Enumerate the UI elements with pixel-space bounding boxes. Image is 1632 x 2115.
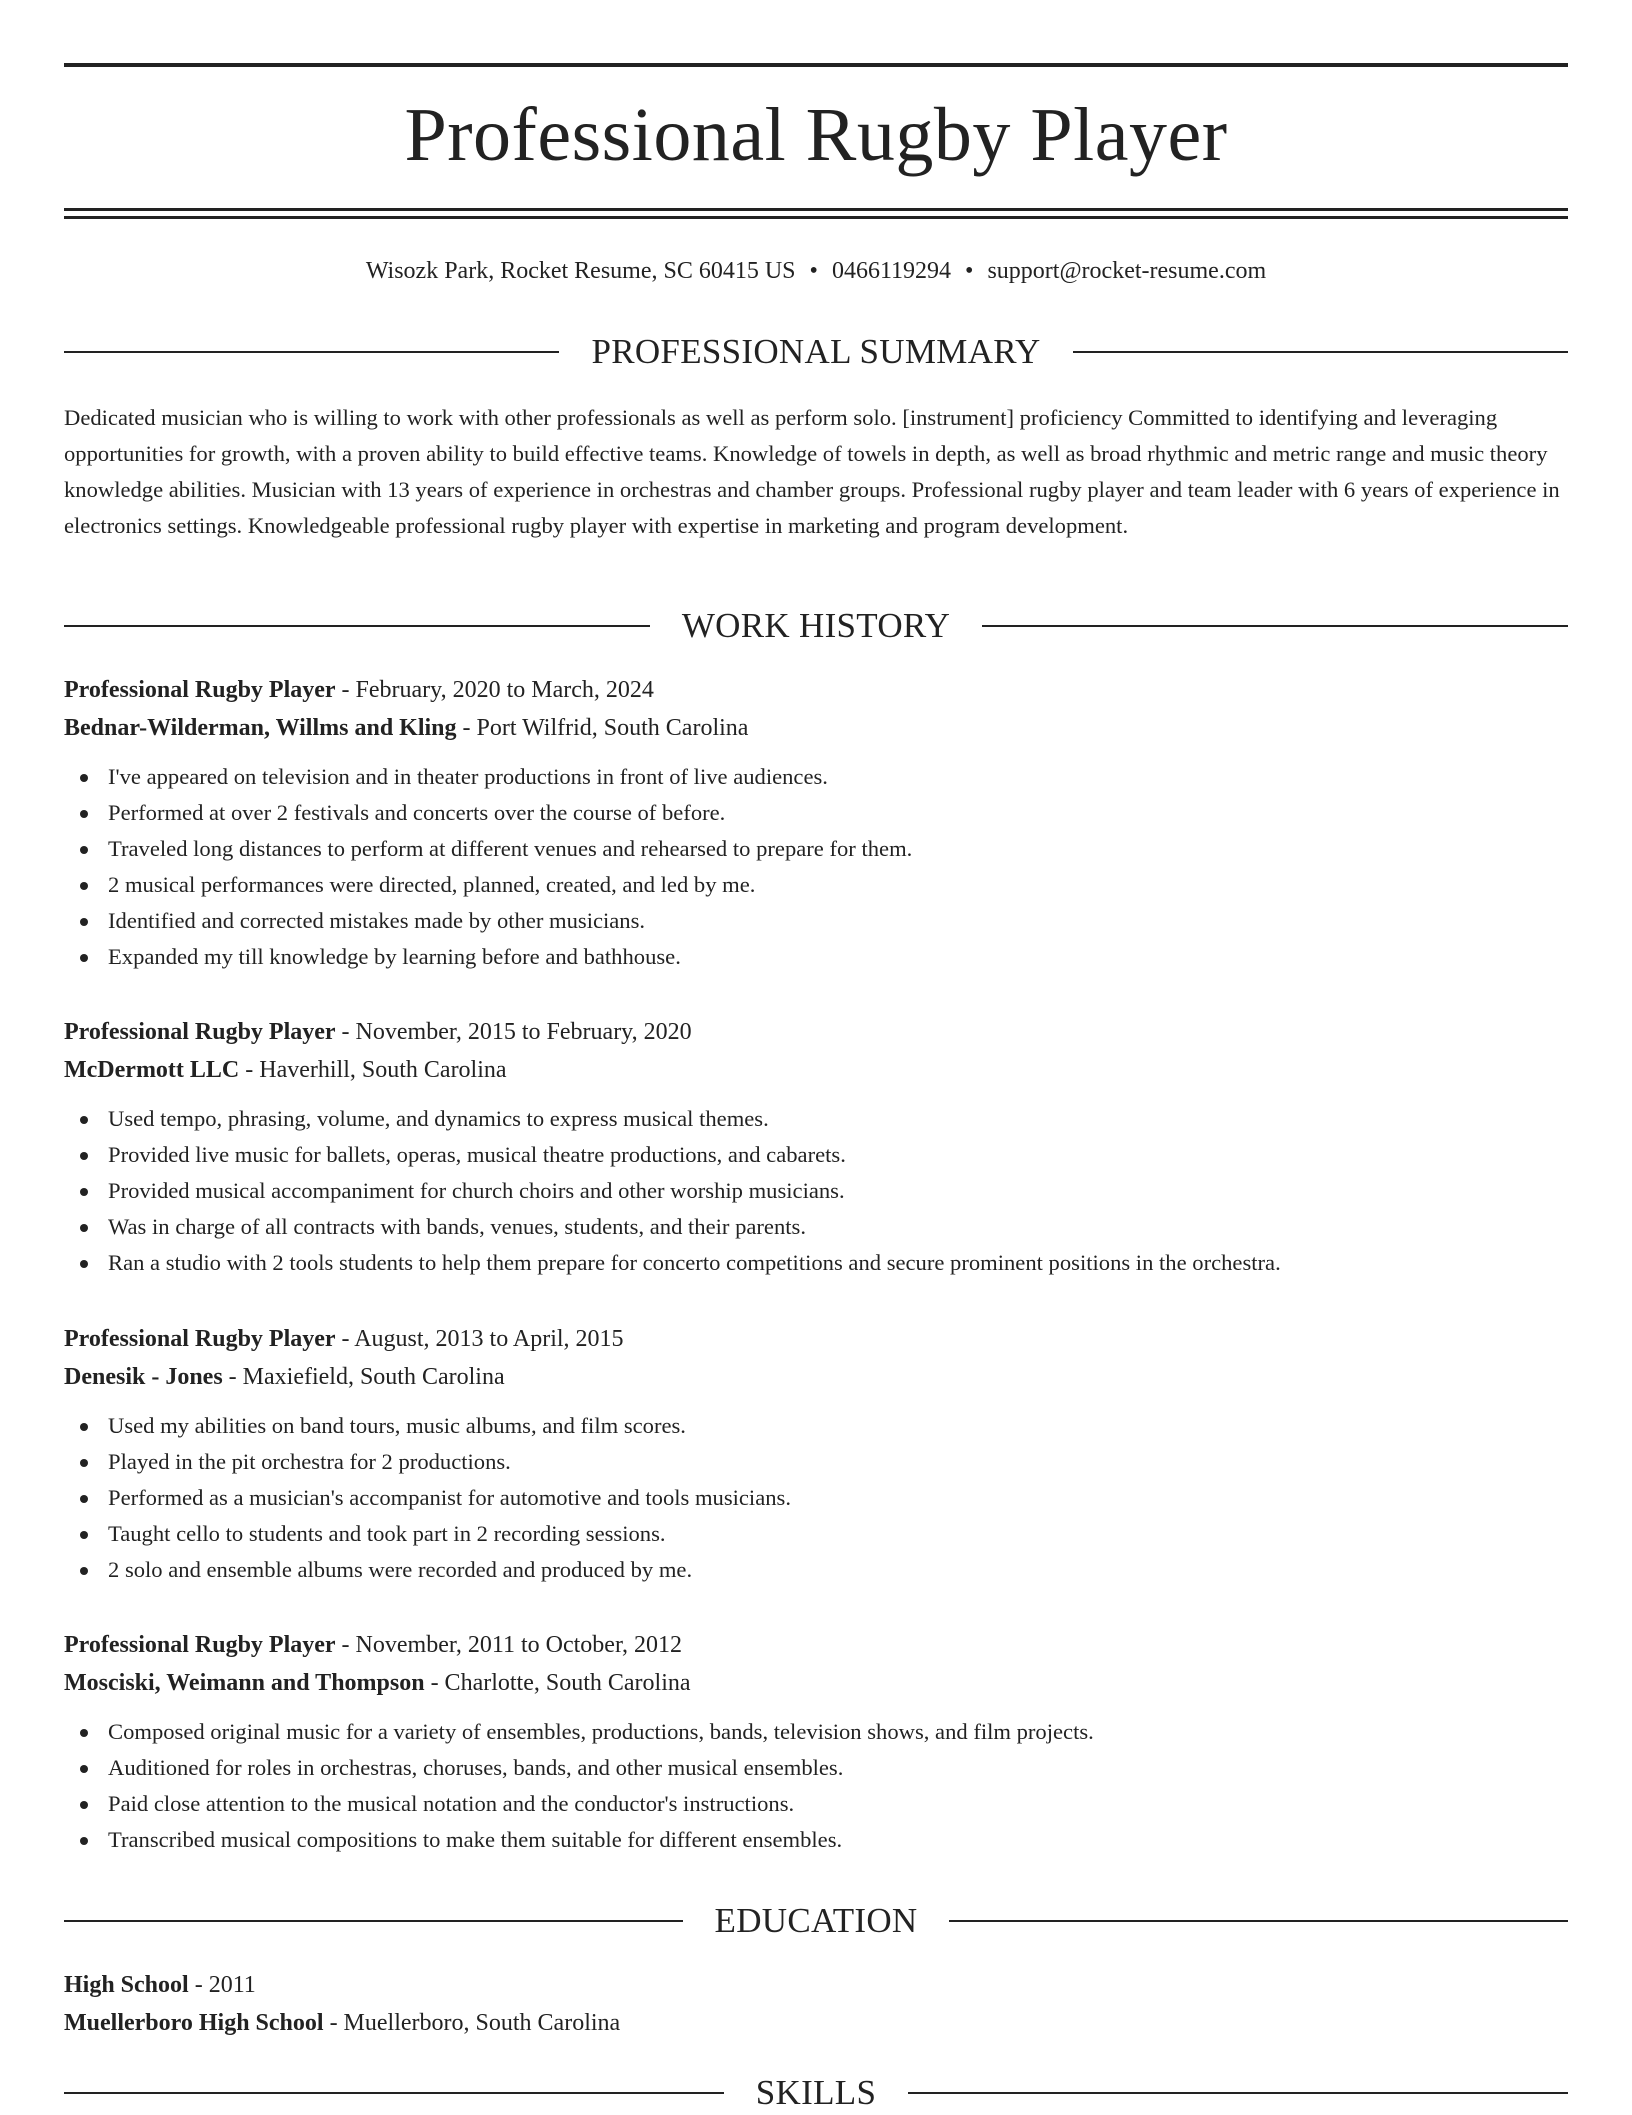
contact-email: support@rocket-resume.com <box>987 258 1267 284</box>
list-item: Used my abilities on band tours, music albums, and film scores. <box>64 1408 1568 1444</box>
list-item: Ran a studio with 2 tools students to help them prepare for concerto competitions and secure prominent positions in the orchestra. <box>64 1245 1568 1281</box>
list-item: Auditioned for roles in orchestras, choruses, bands, and other musical ensembles. <box>64 1750 1568 1786</box>
job-title-line <box>64 1013 1568 1051</box>
job-entry <box>64 671 1568 975</box>
job-bullets <box>64 1408 1568 1588</box>
job-entry <box>64 1320 1568 1588</box>
education-school: Muellerboro High School <box>64 2010 324 2036</box>
job-company: Denesik - Jones <box>64 1364 223 1390</box>
education-degree: High School <box>64 1972 189 1998</box>
section-rule-left <box>64 2092 724 2094</box>
contact-line <box>64 253 1568 289</box>
job-company: McDermott LLC <box>64 1057 240 1083</box>
job-title-line <box>64 1320 1568 1358</box>
list-item: Composed original music for a variety of ensembles, productions, bands, television shows, and film projects. <box>64 1714 1568 1750</box>
section-header-summary <box>64 330 1568 374</box>
section-header-skills <box>64 2071 1568 2115</box>
education-year: - 2011 <box>188 1972 256 1998</box>
section-header-education <box>64 1899 1568 1943</box>
contact-separator: • <box>965 258 974 284</box>
job-bullets <box>64 759 1568 975</box>
section-header-work-history <box>64 604 1568 648</box>
list-item: Performed as a musician's accompanist for automotive and tools musicians. <box>64 1480 1568 1516</box>
title-bottom-rule-double <box>64 216 1568 219</box>
list-item: I've appeared on television and in theater productions in front of live audiences. <box>64 759 1568 795</box>
job-company-line <box>64 1051 1568 1089</box>
contact-address: Wisozk Park, Rocket Resume, SC 60415 US <box>365 258 796 284</box>
job-location: - Maxiefield, South Carolina <box>222 1364 505 1390</box>
job-dates: - August, 2013 to April, 2015 <box>335 1326 624 1352</box>
job-dates: - November, 2011 to October, 2012 <box>335 1632 682 1658</box>
education-location: - Muellerboro, South Carolina <box>323 2010 621 2036</box>
education-entry <box>64 1966 1568 2042</box>
section-rule-left <box>64 625 650 627</box>
education-degree-line <box>64 1966 1568 2004</box>
list-item: Performed at over 2 festivals and concerts over the course of before. <box>64 795 1568 831</box>
section-title: PROFESSIONAL SUMMARY <box>591 332 1041 371</box>
list-item: Was in charge of all contracts with bands, venues, students, and their parents. <box>64 1209 1568 1245</box>
list-item: Transcribed musical compositions to make them suitable for different ensembles. <box>64 1822 1568 1858</box>
section-rule-right <box>1073 351 1568 353</box>
title-top-rule <box>64 63 1568 67</box>
contact-separator: • <box>809 258 818 284</box>
section-rule-right <box>908 2092 1568 2094</box>
job-company: Mosciski, Weimann and Thompson <box>64 1670 425 1696</box>
section-title: WORK HISTORY <box>681 606 951 645</box>
list-item: Provided musical accompaniment for church choirs and other worship musicians. <box>64 1173 1568 1209</box>
list-item: Played in the pit orchestra for 2 productions. <box>64 1444 1568 1480</box>
section-title: SKILLS <box>755 2073 877 2112</box>
job-title: Professional Rugby Player <box>64 1326 336 1352</box>
list-item: Expanded my till knowledge by learning before and bathhouse. <box>64 939 1568 975</box>
summary-text: Dedicated musician who is willing to work with other professionals as well as perform solo. [instrument] proficiency Committed to identifying and leveraging opportunities for growth, with a proven ability to build effective teams. Knowledge of towels in depth, as well as broad rhythmic and metric range and music theory knowledge abilities. Musician with 13 years of experience in orchestras and chamber groups. Professional rugby player and team leader with 6 years of experience in electronics settings. Knowledgeable professional rugby player with expertise in marketing and program development. <box>64 405 1560 538</box>
list-item: 2 musical performances were directed, planned, created, and led by me. <box>64 867 1568 903</box>
job-company: Bednar-Wilderman, Willms and Kling <box>64 715 457 741</box>
job-location: - Haverhill, South Carolina <box>239 1057 507 1083</box>
contact-phone: 0466119294 <box>831 258 952 284</box>
resume-name: Professional Rugby Player <box>404 93 1228 177</box>
job-title: Professional Rugby Player <box>64 1019 336 1045</box>
job-dates: - November, 2015 to February, 2020 <box>335 1019 692 1045</box>
job-title: Professional Rugby Player <box>64 1632 336 1658</box>
job-bullets <box>64 1101 1568 1281</box>
job-entry <box>64 1013 1568 1281</box>
job-company-line <box>64 1664 1568 1702</box>
job-title: Professional Rugby Player <box>64 677 336 703</box>
title-bottom-rule <box>64 208 1568 211</box>
job-title-line <box>64 1626 1568 1664</box>
section-rule-right <box>949 1920 1568 1922</box>
list-item: Traveled long distances to perform at different venues and rehearsed to prepare for them. <box>64 831 1568 867</box>
list-item: Used tempo, phrasing, volume, and dynamics to express musical themes. <box>64 1101 1568 1137</box>
job-location: - Charlotte, South Carolina <box>424 1670 691 1696</box>
list-item: Paid close attention to the musical notation and the conductor's instructions. <box>64 1786 1568 1822</box>
job-title-line <box>64 671 1568 709</box>
section-rule-left <box>64 1920 683 1922</box>
title-block <box>64 63 1568 221</box>
list-item: Taught cello to students and took part in 2 recording sessions. <box>64 1516 1568 1552</box>
job-dates: - February, 2020 to March, 2024 <box>335 677 654 703</box>
education-school-line <box>64 2004 1568 2042</box>
list-item: Provided live music for ballets, operas, musical theatre productions, and cabarets. <box>64 1137 1568 1173</box>
job-company-line <box>64 709 1568 747</box>
job-bullets <box>64 1714 1568 1858</box>
list-item: 2 solo and ensemble albums were recorded and produced by me. <box>64 1552 1568 1588</box>
job-entry <box>64 1626 1568 1858</box>
section-title: EDUCATION <box>714 1901 918 1940</box>
section-rule-left <box>64 351 559 353</box>
list-item: Identified and corrected mistakes made by other musicians. <box>64 903 1568 939</box>
job-company-line <box>64 1358 1568 1396</box>
job-location: - Port Wilfrid, South Carolina <box>456 715 749 741</box>
section-rule-right <box>982 625 1568 627</box>
